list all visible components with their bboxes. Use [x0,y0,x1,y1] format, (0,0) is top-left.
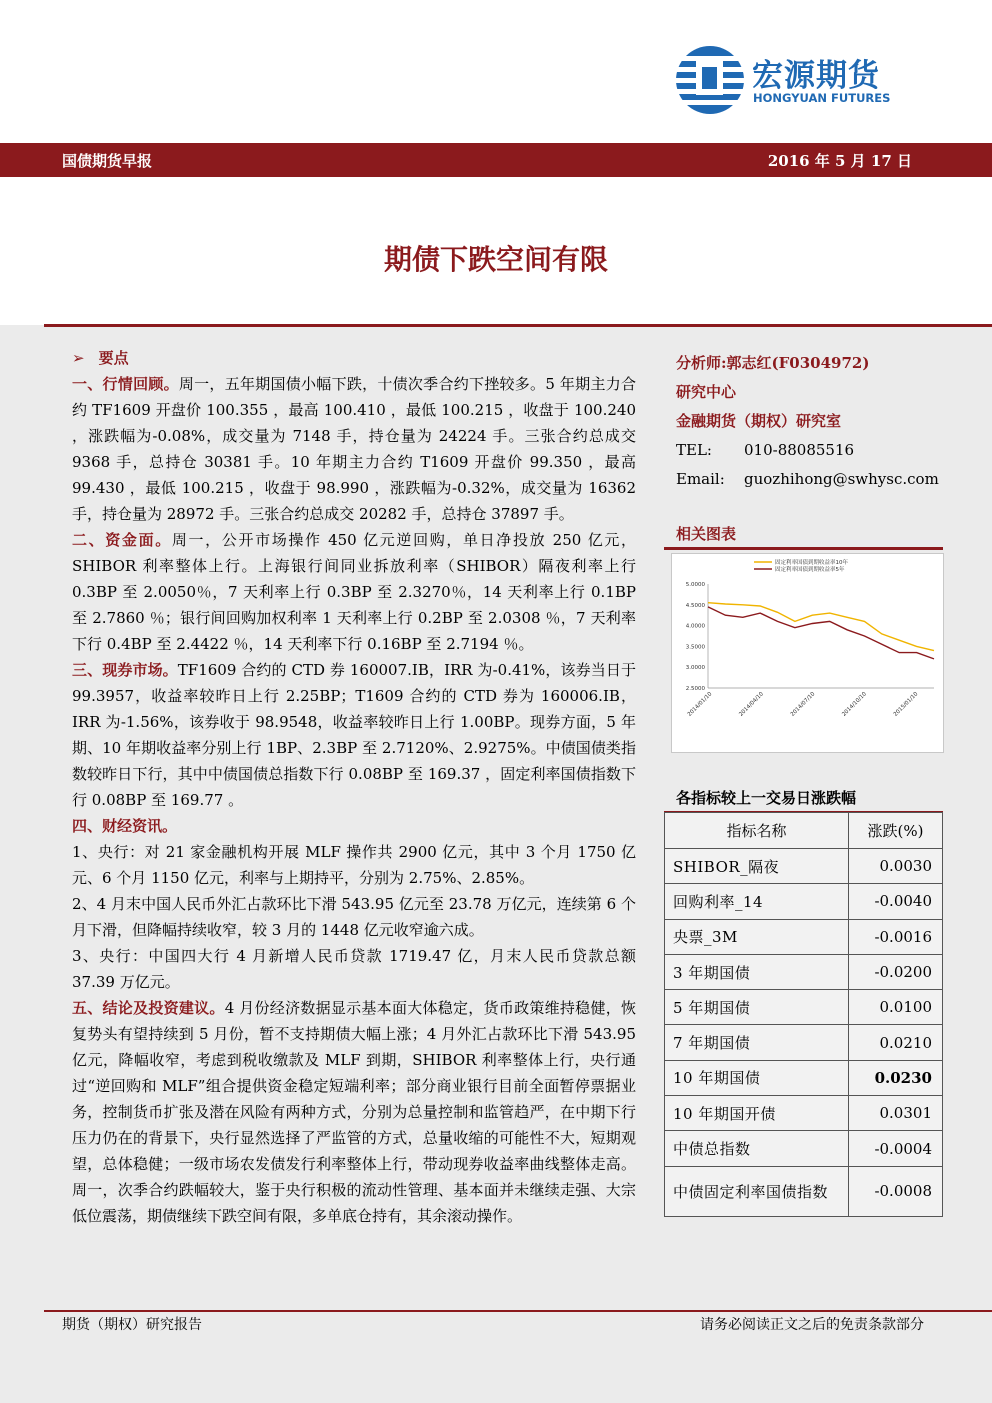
report-title: 期债下跌空间有限 [383,243,608,276]
col-change-header: 涨跌(%) [849,813,943,849]
table-row [665,1060,943,1095]
section-cash-bonds: 三、现券市场。TF1609 合约的 CTD 券 160007.IB，IRR 为-0.41%，该券当日于 99.3957，收益率较昨日上行 2.25BP；T1609 合约的 CTD 券为 160006.IB，IRR 为-1.56%，该券收于 98.9548，收益率较昨日上行 1.00BP。现券方面，5 年期、10 年期收益率分别上行 1BP、2.3BP 至 2.7120%、2.9275%。中债国债类指数较昨日下行，其中中债国债总指数下行 0.08BP 至 169.37 ，固定利率国债指数下行 0.08BP 至 169.77 。 [72,661,636,809]
indicator-change: 0.0230 [849,1060,943,1095]
legend-entry: 固定利率国债到期收益率5年 [775,567,845,573]
indicator-name: SHIBOR_隔夜 [665,849,849,884]
table-row [665,1025,943,1060]
indicator-change: 0.0210 [849,1025,943,1060]
table-row [665,1131,943,1166]
dept-financial-futures: 金融期货（期权）研究室 [676,412,842,430]
yield-chart-svg [672,554,943,752]
table-section-heading: 各指标较上一交易日涨跌幅 [664,785,943,814]
report-date: 2016 年 5 月 17 日 [767,152,912,170]
table-row [665,849,943,884]
news-item: 1、央行：对 21 家金融机构开展 MLF 操作共 2900 亿元，其中 3 个月 1750 亿元、6 个月 1150 亿元，利率与上期持平，分别为 2.75%、2.85%。 [72,843,636,887]
news-item: 2、4 月末中国人民币外汇占款环比下滑 543.95 亿元至 23.78 万亿元，连续第 6 个月下滑，但降幅持续收窄，较 3 月的 1448 亿元收窄逾六成。 [72,895,636,939]
section-news: 四、财经资讯。 [72,817,178,835]
brand-name-en: HONGYUAN FUTURES [753,91,891,105]
indicator-change: -0.0016 [849,919,943,954]
indicator-name: 中债总指数 [665,1131,849,1166]
table-row [665,954,943,989]
indicator-name: 10 年期国债 [665,1060,849,1095]
y-tick-label: 3.5000 [685,644,705,651]
report-type: 国债期货早报 [62,152,153,170]
indicator-change: 0.0030 [849,849,943,884]
table-row [665,1166,943,1216]
section-market-review: 一、行情回顾。周一，五年期国债小幅下跌，十债次季合约下挫较多。5 年期主力合约 TF1609 开盘价 100.355 ，最高 100.410 ，最低 100.215 ，收盘于 100.240 ，涨跌幅为-0.08%，成交量为 7148 手，持仓量为 24224 手。三张合约总成交 9368 手，总持仓 30381 手。10 年期主力合约 T1609 开盘价 99.350 ，最高 99.430 ，最低 100.215 ，收盘于 98.990 ，涨跌幅为-0.32%，成交量为 16362 手，持仓量为 28972 手。三张合约总成交 20282 手，总持仓 37897 手。 [72,375,636,523]
table-row [665,1096,943,1131]
x-tick-label: 2014/01/10 [686,691,714,718]
x-tick-label: 2014/10/10 [841,691,868,718]
indicator-name: 5 年期国债 [665,990,849,1025]
y-tick-label: 5.0000 [685,582,705,588]
tel-row: TEL: 010-88085516 [676,441,855,459]
y-tick-label: 4.0000 [685,623,705,630]
indicator-name: 回购利率_14 [665,884,849,919]
indicator-change: -0.0200 [849,954,943,989]
analyst-name: 分析师:郭志红(F0304972) [676,354,870,372]
table-row [665,884,943,919]
indicator-change: 0.0301 [849,1096,943,1131]
x-tick-label: 2014/04/10 [738,691,765,718]
footer-left: 期货（期权）研究报告 [62,1317,202,1333]
indicator-name: 3 年期国债 [665,954,849,989]
indicator-name: 央票_3M [665,919,849,954]
yield-chart [671,553,944,753]
indicator-table [664,812,943,1217]
divider [44,324,992,327]
email-row: Email: guozhihong@swhysc.com [676,470,939,488]
indicator-change: -0.0008 [849,1166,943,1216]
indicator-name: 7 年期国债 [665,1025,849,1060]
key-points [72,345,636,1229]
indicator-change: -0.0004 [849,1131,943,1166]
x-tick-label: 2015/01/10 [892,691,920,718]
chart-section-heading: 相关图表 [664,521,943,550]
table-row [665,990,943,1025]
footer-right: 请务必阅读正文之后的免责条款部分 [700,1317,924,1333]
indicator-change: 0.0100 [849,990,943,1025]
brand-name-cn: 宏源期货 [752,58,880,94]
series-line-10y [708,603,934,651]
footer-divider [44,1310,992,1312]
news-item: 3、央行：中国四大行 4 月新增人民币贷款 1719.47 亿，月末人民币贷款总额 37.39 万亿元。 [72,947,636,991]
col-name-header: 指标名称 [665,813,849,849]
y-tick-label: 2.5000 [685,686,705,692]
tel-value: 010-88085516 [744,441,855,459]
indicator-name: 10 年期国开债 [665,1096,849,1131]
y-tick-label: 4.5000 [685,602,705,609]
dept-research-center: 研究中心 [676,383,737,401]
logo-mark-icon [672,44,748,116]
table-header-row [665,813,943,849]
section-funding: 二、资金面。周一，公开市场操作 450 亿元逆回购，单日净投放 250 亿元，SHIBOR 利率整体上行。上海银行间同业拆放利率（SHIBOR）隔夜利率上行 0.3BP 至 2.0050％，7 天利率上行 0.3BP 至 2.3270％，14 天利率上行 0.1BP 至 2.7860 ％；银行间回购加权利率 1 天利率上行 0.2BP 至 2.0308 ％，7 天利率下行 0.4BP 至 2.4422 ％，14 天利率下行 0.16BP 至 2.7194 ％。 [72,531,636,653]
y-tick-label: 3.0000 [685,665,705,672]
arrow-bullet-icon: ➢ [72,349,85,367]
table-row [665,919,943,954]
legend-entry: 固定利率国债到期收益率10年 [775,560,848,566]
email-value: guozhihong@swhysc.com [744,470,939,488]
analyst-info [676,349,956,494]
header-bar [0,143,992,177]
x-tick-label: 2014/07/10 [789,691,817,718]
indicator-name: 中债固定利率国债指数 [665,1166,849,1216]
indicator-change: -0.0040 [849,884,943,919]
section-conclusion: 五、结论及投资建议。4 月份经济数据显示基本面大体稳定，货币政策维持稳健，恢复势头有望持续到 5 月份，暂不支持期债大幅上涨；4 月外汇占款环比下滑 543.95 亿元，降幅收窄，考虑到税收缴款及 MLF 到期，SHIBOR 利率整体上行，央行通过“逆回购和 MLF”组合提供资金稳定短端利率；部分商业银行目前全面暂停票据业务，控制货币扩张及潜在风险有两种方式，分别为总量控制和监管趋严，在中期下行压力仍在的背景下，央行显然选择了严监管的方式，总量收缩的可能性不大，短期观望，总体稳健；一级市场农发债发行利率整体上行，带动现券收益率曲线整体走高。周一，次季合约跌幅较大，鉴于央行积极的流动性管理、基本面并未继续走强、大宗低位震荡，期债继续下跌空间有限，多单底仓持有，其余滚动操作。 [72,999,636,1225]
key-points-heading: ➢ 要点 [72,349,129,367]
